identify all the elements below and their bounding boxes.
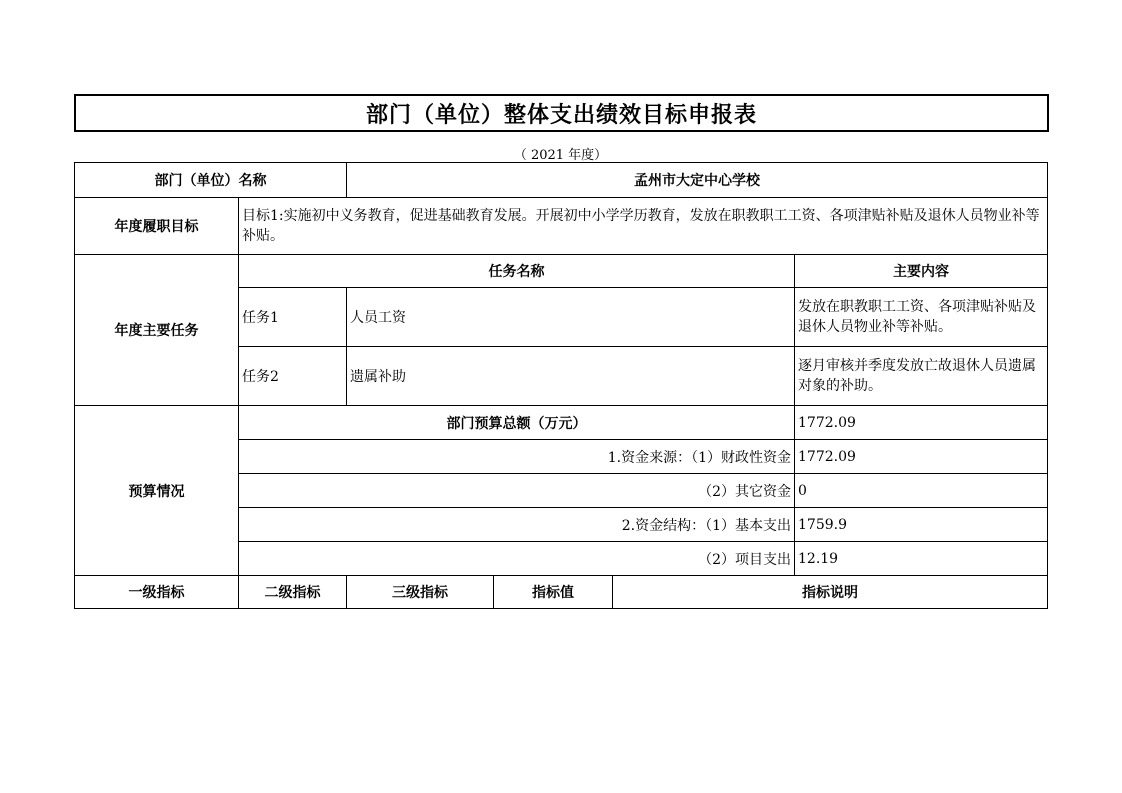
budget-label: 预算情况 bbox=[75, 406, 239, 576]
dept-value: 孟州市大定中心学校 bbox=[347, 163, 1048, 198]
dept-row bbox=[75, 163, 1048, 198]
budget-structure-basic-label: 2.资金结构：（1）基本支出 bbox=[239, 508, 795, 542]
indicator-level2-header: 二级指标 bbox=[239, 576, 347, 609]
budget-total-label: 部门预算总额（万元） bbox=[239, 406, 795, 440]
report-table bbox=[74, 162, 1048, 609]
budget-row bbox=[75, 406, 1048, 440]
task-name-header: 任务名称 bbox=[239, 255, 795, 288]
budget-structure-project-label: （2）项目支出 bbox=[239, 542, 795, 576]
indicator-level3-header: 三级指标 bbox=[347, 576, 494, 609]
budget-structure-basic-value: 1759.9 bbox=[795, 508, 1048, 542]
task-name: 遗属补助 bbox=[347, 347, 795, 406]
page-title: 部门（单位）整体支出绩效目标申报表 bbox=[74, 94, 1049, 132]
task-name: 人员工资 bbox=[347, 288, 795, 347]
year-label: （ 2021 年度） bbox=[513, 148, 608, 163]
annual-goal-value: 目标1:实施初中义务教育，促进基础教育发展。开展初中小学学历教育，发放在职教职工工资、各项津贴补贴及退休人员物业补等补贴。 bbox=[239, 198, 1048, 255]
indicator-desc-header: 指标说明 bbox=[613, 576, 1048, 609]
budget-total-value: 1772.09 bbox=[795, 406, 1048, 440]
annual-goal-label: 年度履职目标 bbox=[75, 198, 239, 255]
task-content: 逐月审核并季度发放亡故退休人员遗属对象的补助。 bbox=[795, 347, 1048, 406]
tasks-label: 年度主要任务 bbox=[75, 255, 239, 406]
task-id: 任务1 bbox=[239, 288, 347, 347]
budget-source-fiscal-label: 1.资金来源：（1）财政性资金 bbox=[239, 440, 795, 474]
task-content-header: 主要内容 bbox=[795, 255, 1048, 288]
budget-structure-project-value: 12.19 bbox=[795, 542, 1048, 576]
budget-source-other-value: 0 bbox=[795, 474, 1048, 508]
annual-goal-row bbox=[75, 198, 1048, 255]
task-content: 发放在职教职工工资、各项津贴补贴及退休人员物业补等补贴。 bbox=[795, 288, 1048, 347]
task-header-row bbox=[75, 255, 1048, 288]
task-id: 任务2 bbox=[239, 347, 347, 406]
dept-label: 部门（单位）名称 bbox=[75, 163, 347, 198]
indicator-value-header: 指标值 bbox=[494, 576, 613, 609]
budget-source-other-label: （2）其它资金 bbox=[239, 474, 795, 508]
budget-source-fiscal-value: 1772.09 bbox=[795, 440, 1048, 474]
indicator-header-row bbox=[75, 576, 1048, 609]
indicator-level1-header: 一级指标 bbox=[75, 576, 239, 609]
